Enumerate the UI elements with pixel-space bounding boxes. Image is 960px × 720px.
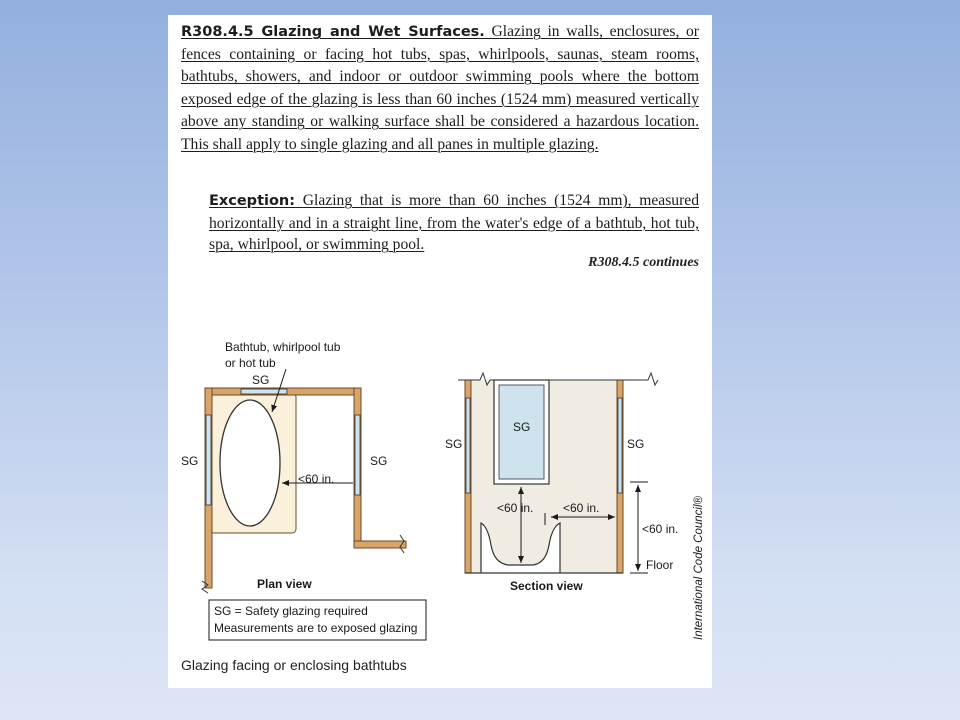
document-page <box>168 15 712 688</box>
plan-jog-wall <box>354 541 406 548</box>
section-heading: R308.4.5 Glazing and Wet Surfaces. <box>181 24 485 40</box>
section-dim-vertical-label: <60 in. <box>497 501 534 515</box>
section-dim-horizontal-label: <60 in. <box>563 501 600 515</box>
section-sg-window: SG <box>513 420 531 434</box>
section-glazing-left <box>466 398 470 493</box>
plan-dimension-label: <60 in. <box>298 472 335 486</box>
plan-view <box>181 340 406 593</box>
section-view <box>445 373 678 593</box>
callout-text-2: or hot tub <box>225 356 276 370</box>
section-sg-right: SG <box>627 437 645 451</box>
plan-glazing-top <box>241 389 287 394</box>
exception-text: Glazing that is more than 60 inches (1524 mm), measured horizontally and in a straight line, from the water's edge of a bathtub, hot tub, spa, whirlpool, or swimming pool. <box>209 192 699 253</box>
legend-line-2: Measurements are to exposed glazing <box>214 621 418 635</box>
plan-sg-right: SG <box>370 454 388 468</box>
section-text: Glazing in walls, enclosures, or fences containing or facing hot tubs, spas, whirlpools, saunas, steam rooms, bathtubs, showers, and indoor or outdoor swimming pools where the bottom exposed edge of the glazing is less than 60 inches (1524 mm) measured vertically above any standing or walking surface shall be considered a hazardous location. This shall apply to single glazing and all panes in multiple glazing. <box>181 23 699 153</box>
section-view-title: Section view <box>510 579 583 593</box>
figure-caption: Glazing facing or enclosing bathtubs <box>181 657 407 673</box>
icc-credit: International Code Council® <box>693 495 705 640</box>
section-dim-right-label: <60 in. <box>642 522 679 536</box>
floor-label: Floor <box>646 558 674 572</box>
plan-sg-left: SG <box>181 454 199 468</box>
legend-line-1: SG = Safety glazing required <box>214 604 368 618</box>
legend-box <box>209 600 426 640</box>
section-glazing-right <box>618 398 622 493</box>
tub-oval <box>220 400 280 526</box>
exception-label: Exception: <box>209 193 296 209</box>
callout-text-1: Bathtub, whirlpool tub <box>225 340 341 354</box>
continues-note: R308.4.5 continues <box>588 255 699 270</box>
glazing-figure <box>168 15 712 688</box>
plan-sg-top: SG <box>252 373 270 387</box>
plan-glazing-right <box>355 415 360 495</box>
section-sg-left: SG <box>445 437 463 451</box>
plan-view-title: Plan view <box>257 577 312 591</box>
plan-glazing-left <box>206 415 211 505</box>
